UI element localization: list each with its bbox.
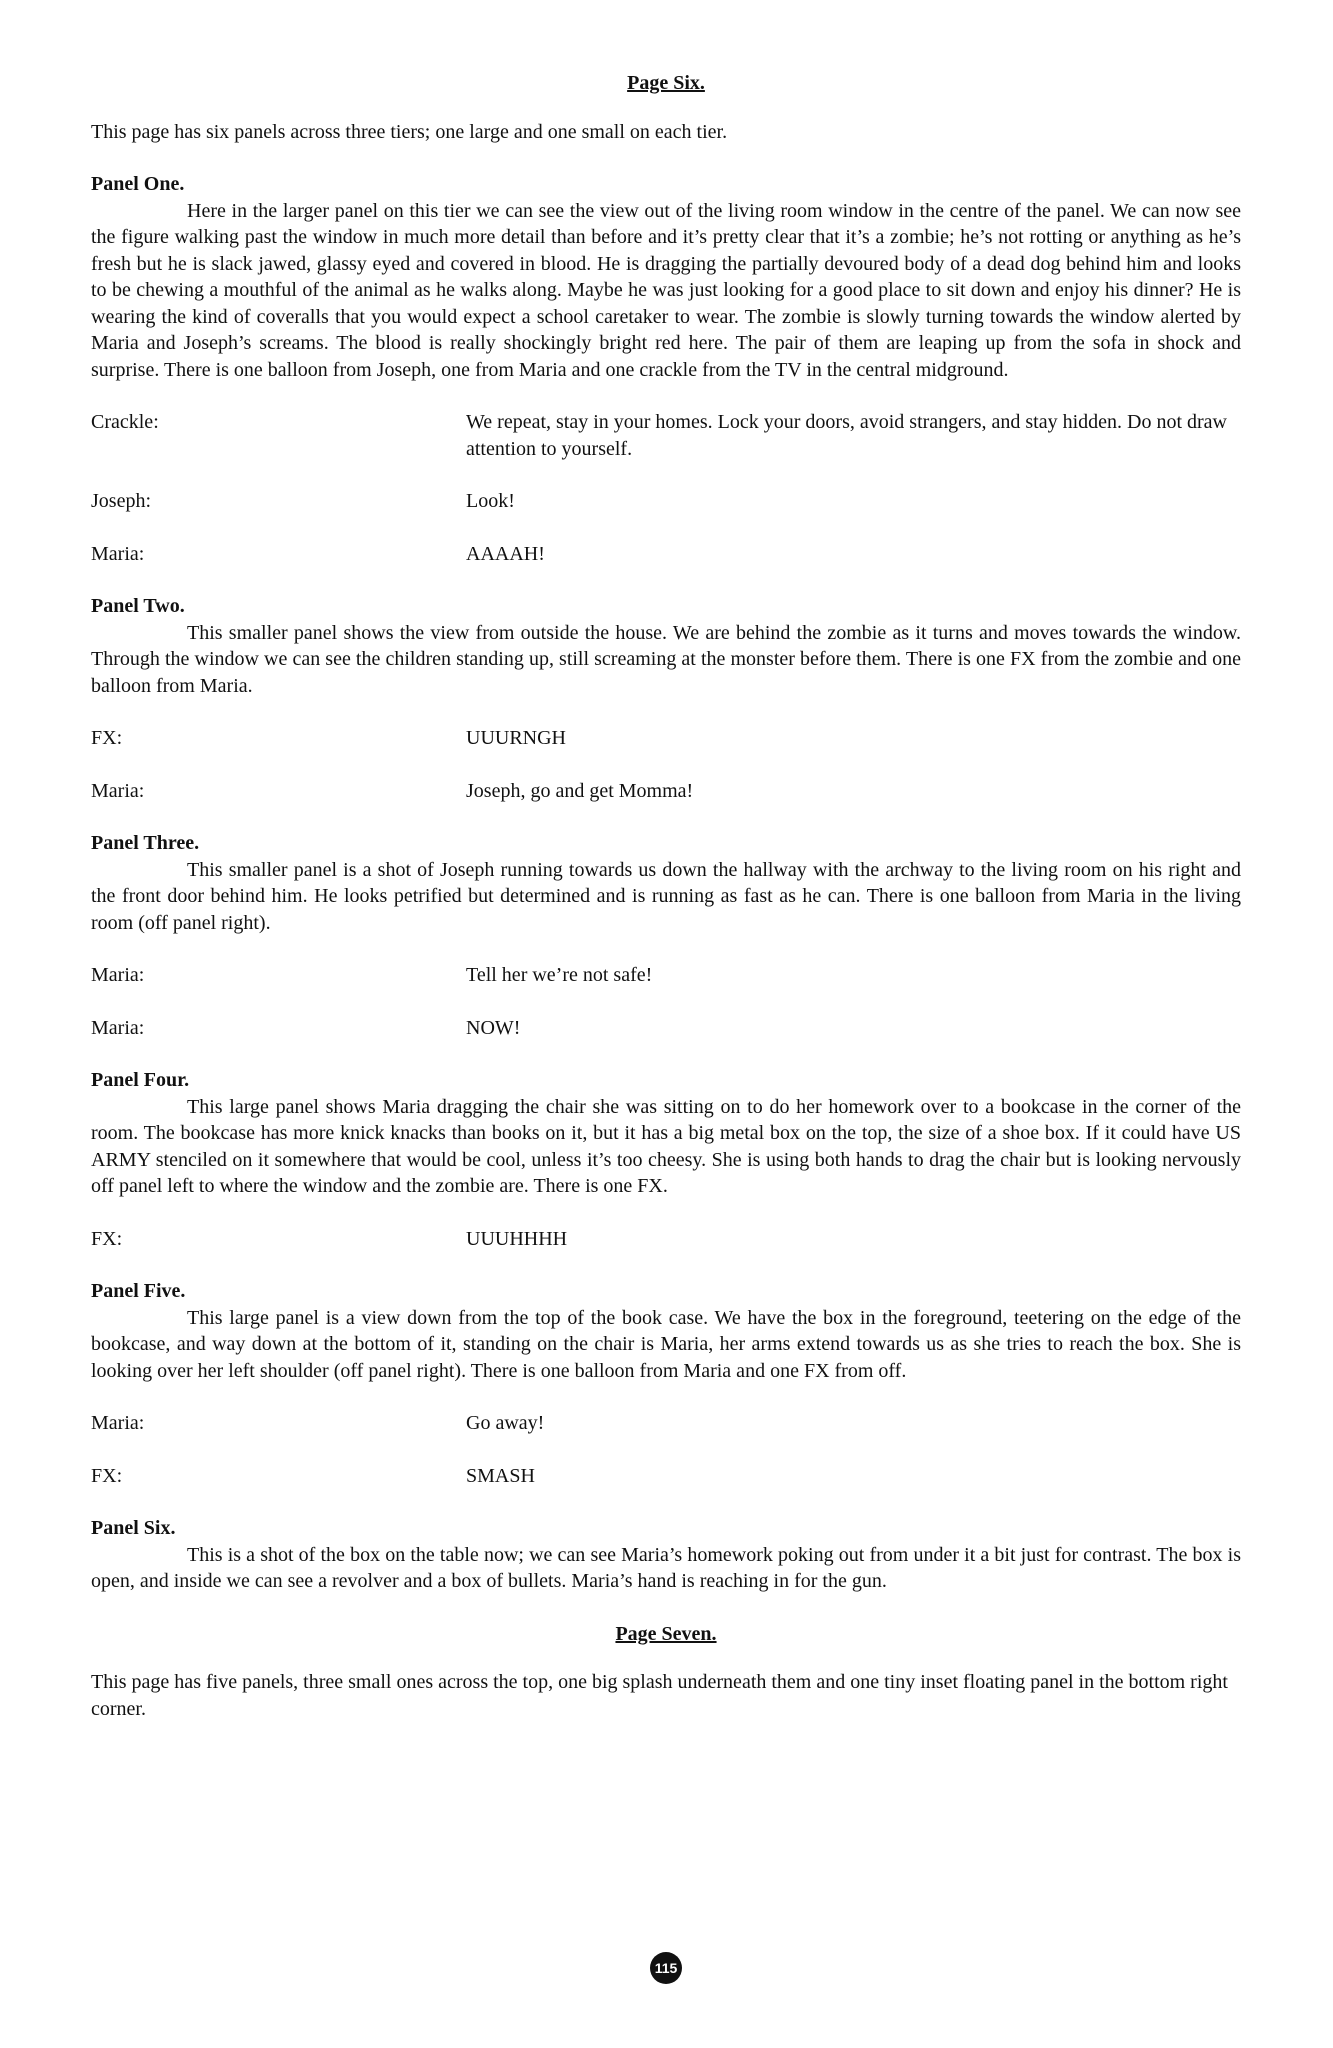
- dialogue-line: [91, 1015, 1241, 1042]
- dialogue-line: [91, 409, 1241, 462]
- speech-text: UUURNGH: [466, 727, 566, 749]
- speech-text: UUUHHHH: [466, 1227, 568, 1250]
- dialogue-line: [91, 1463, 1241, 1490]
- dialogue-line: [91, 1410, 1241, 1437]
- speaker-name: Crackle:: [91, 411, 159, 433]
- panel-section: [91, 1067, 1241, 1252]
- dialogue-line: [91, 541, 1241, 568]
- dialogue-line: [91, 778, 1241, 805]
- speech-text: Joseph, go and get Momma!: [466, 779, 694, 802]
- page-six-intro: This page has six panels across three tiers; one large and one small on each tier.: [91, 120, 728, 143]
- panel-list: [91, 171, 1241, 1595]
- panel-description: This is a shot of the box on the table now; we can see Maria’s homework poking out from under it a bit just for contrast. The box is open, and inside we can see a revolver and a box of bullets. Maria’s hand is reaching in for the gun.: [91, 1543, 1241, 1592]
- speaker-name: Joseph:: [91, 490, 151, 512]
- panel-section: [91, 593, 1241, 804]
- panel-section: [91, 1278, 1241, 1489]
- panel-description: Here in the larger panel on this tier we can see the view out of the living room window in the centre of the panel. We can now see the figure walking past the window in much more detail than before and it’s pretty clear that it’s a zombie; he’s not rotting or anything as he’s fresh but he is slack jawed, glassy eyed and covered in blood. He is dragging the partially devoured body of a dead dog behind him and looks to be chewing a mouthful of the animal as he walks along. Maybe he was just looking for a good place to sit down and enjoy his dinner? He is wearing the kind of coveralls that you would expect a school caretaker to wear. The zombie is slowly turning towards the window alerted by Maria and Joseph’s screams. The blood is really shockingly bright red here. The pair of them are leaping up from the sofa in shock and surprise. There is one balloon from Joseph, one from Maria and one crackle from the TV in the central midground.: [91, 199, 1241, 381]
- dialogue-block: [91, 962, 1241, 1041]
- panel-description: This smaller panel is a shot of Joseph running towards us down the hallway with the archway to the living room on his right and the front door behind him. He looks petrified but determined and is running as fast as he can. There is one balloon from Maria in the living room (off panel right).: [91, 858, 1241, 934]
- speech-text: Go away!: [466, 1412, 545, 1434]
- panel-section: [91, 171, 1241, 567]
- speech-text: Tell her we’re not safe!: [466, 964, 653, 986]
- speaker-name: Maria:: [91, 964, 145, 986]
- dialogue-block: [91, 1410, 1241, 1489]
- speaker-name: FX:: [91, 1227, 123, 1250]
- script-page: [91, 70, 1241, 1748]
- speaker-name: Maria:: [91, 779, 145, 802]
- speaker-name: Maria:: [91, 542, 145, 565]
- page-number-badge: 115: [650, 1952, 682, 1984]
- speech-text: NOW!: [466, 1016, 521, 1039]
- dialogue-line: [91, 725, 1241, 752]
- panel-heading: Panel Five.: [91, 1280, 186, 1302]
- panel-heading: Panel Six.: [91, 1517, 176, 1539]
- dialogue-block: [91, 409, 1241, 567]
- page-seven-intro: This page has five panels, three small ones across the top, one big splash underneath them and one tiny inset floating panel in the bottom right corner.: [91, 1671, 1228, 1720]
- panel-description: This smaller panel shows the view from outside the house. We are behind the zombie as it turns and moves towards the window. Through the window we can see the children standing up, still screaming at the monster before them. There is one FX from the zombie and one balloon from Maria.: [91, 621, 1241, 697]
- speech-text: Look!: [466, 490, 515, 512]
- panel-heading: Panel Four.: [91, 1069, 190, 1091]
- panel-heading: Panel Three.: [91, 832, 200, 854]
- dialogue-line: [91, 962, 1241, 989]
- panel-heading: Panel Two.: [91, 595, 185, 617]
- dialogue-block: [91, 725, 1241, 804]
- speaker-name: Maria:: [91, 1016, 145, 1039]
- speaker-name: Maria:: [91, 1412, 145, 1434]
- panel-heading: Panel One.: [91, 173, 185, 195]
- panel-section: [91, 830, 1241, 1041]
- dialogue-line: [91, 488, 1241, 515]
- page-seven-heading: Page Seven.: [615, 1622, 717, 1645]
- panel-section: [91, 1515, 1241, 1595]
- speech-text: AAAAH!: [466, 542, 545, 565]
- speaker-name: FX:: [91, 727, 123, 749]
- dialogue-block: [91, 1226, 1241, 1253]
- panel-description: This large panel shows Maria dragging the chair she was sitting on to do her homework over to a bookcase in the corner of the room. The bookcase has more knick knacks than books on it, but it has a big metal box on the top, the size of a shoe box. If it could have US ARMY stenciled on it somewhere that would be cool, unless it’s too cheesy. She is using both hands to drag the chair but is looking nervously off panel left to where the window and the zombie are. There is one FX.: [91, 1095, 1241, 1197]
- speaker-name: FX:: [91, 1464, 123, 1487]
- page-six-heading: Page Six.: [627, 72, 705, 94]
- speech-text: We repeat, stay in your homes. Lock your doors, avoid strangers, and stay hidden. Do not draw attention to yourself.: [466, 411, 1227, 460]
- dialogue-line: [91, 1226, 1241, 1253]
- panel-description: This large panel is a view down from the top of the book case. We have the box in the foreground, teetering on the edge of the bookcase, and way down at the bottom of it, standing on the chair is Maria, her arms extend towards us as she tries to reach the box. She is looking over her left shoulder (off panel right). There is one balloon from Maria and one FX from off.: [91, 1306, 1241, 1382]
- speech-text: SMASH: [466, 1464, 535, 1487]
